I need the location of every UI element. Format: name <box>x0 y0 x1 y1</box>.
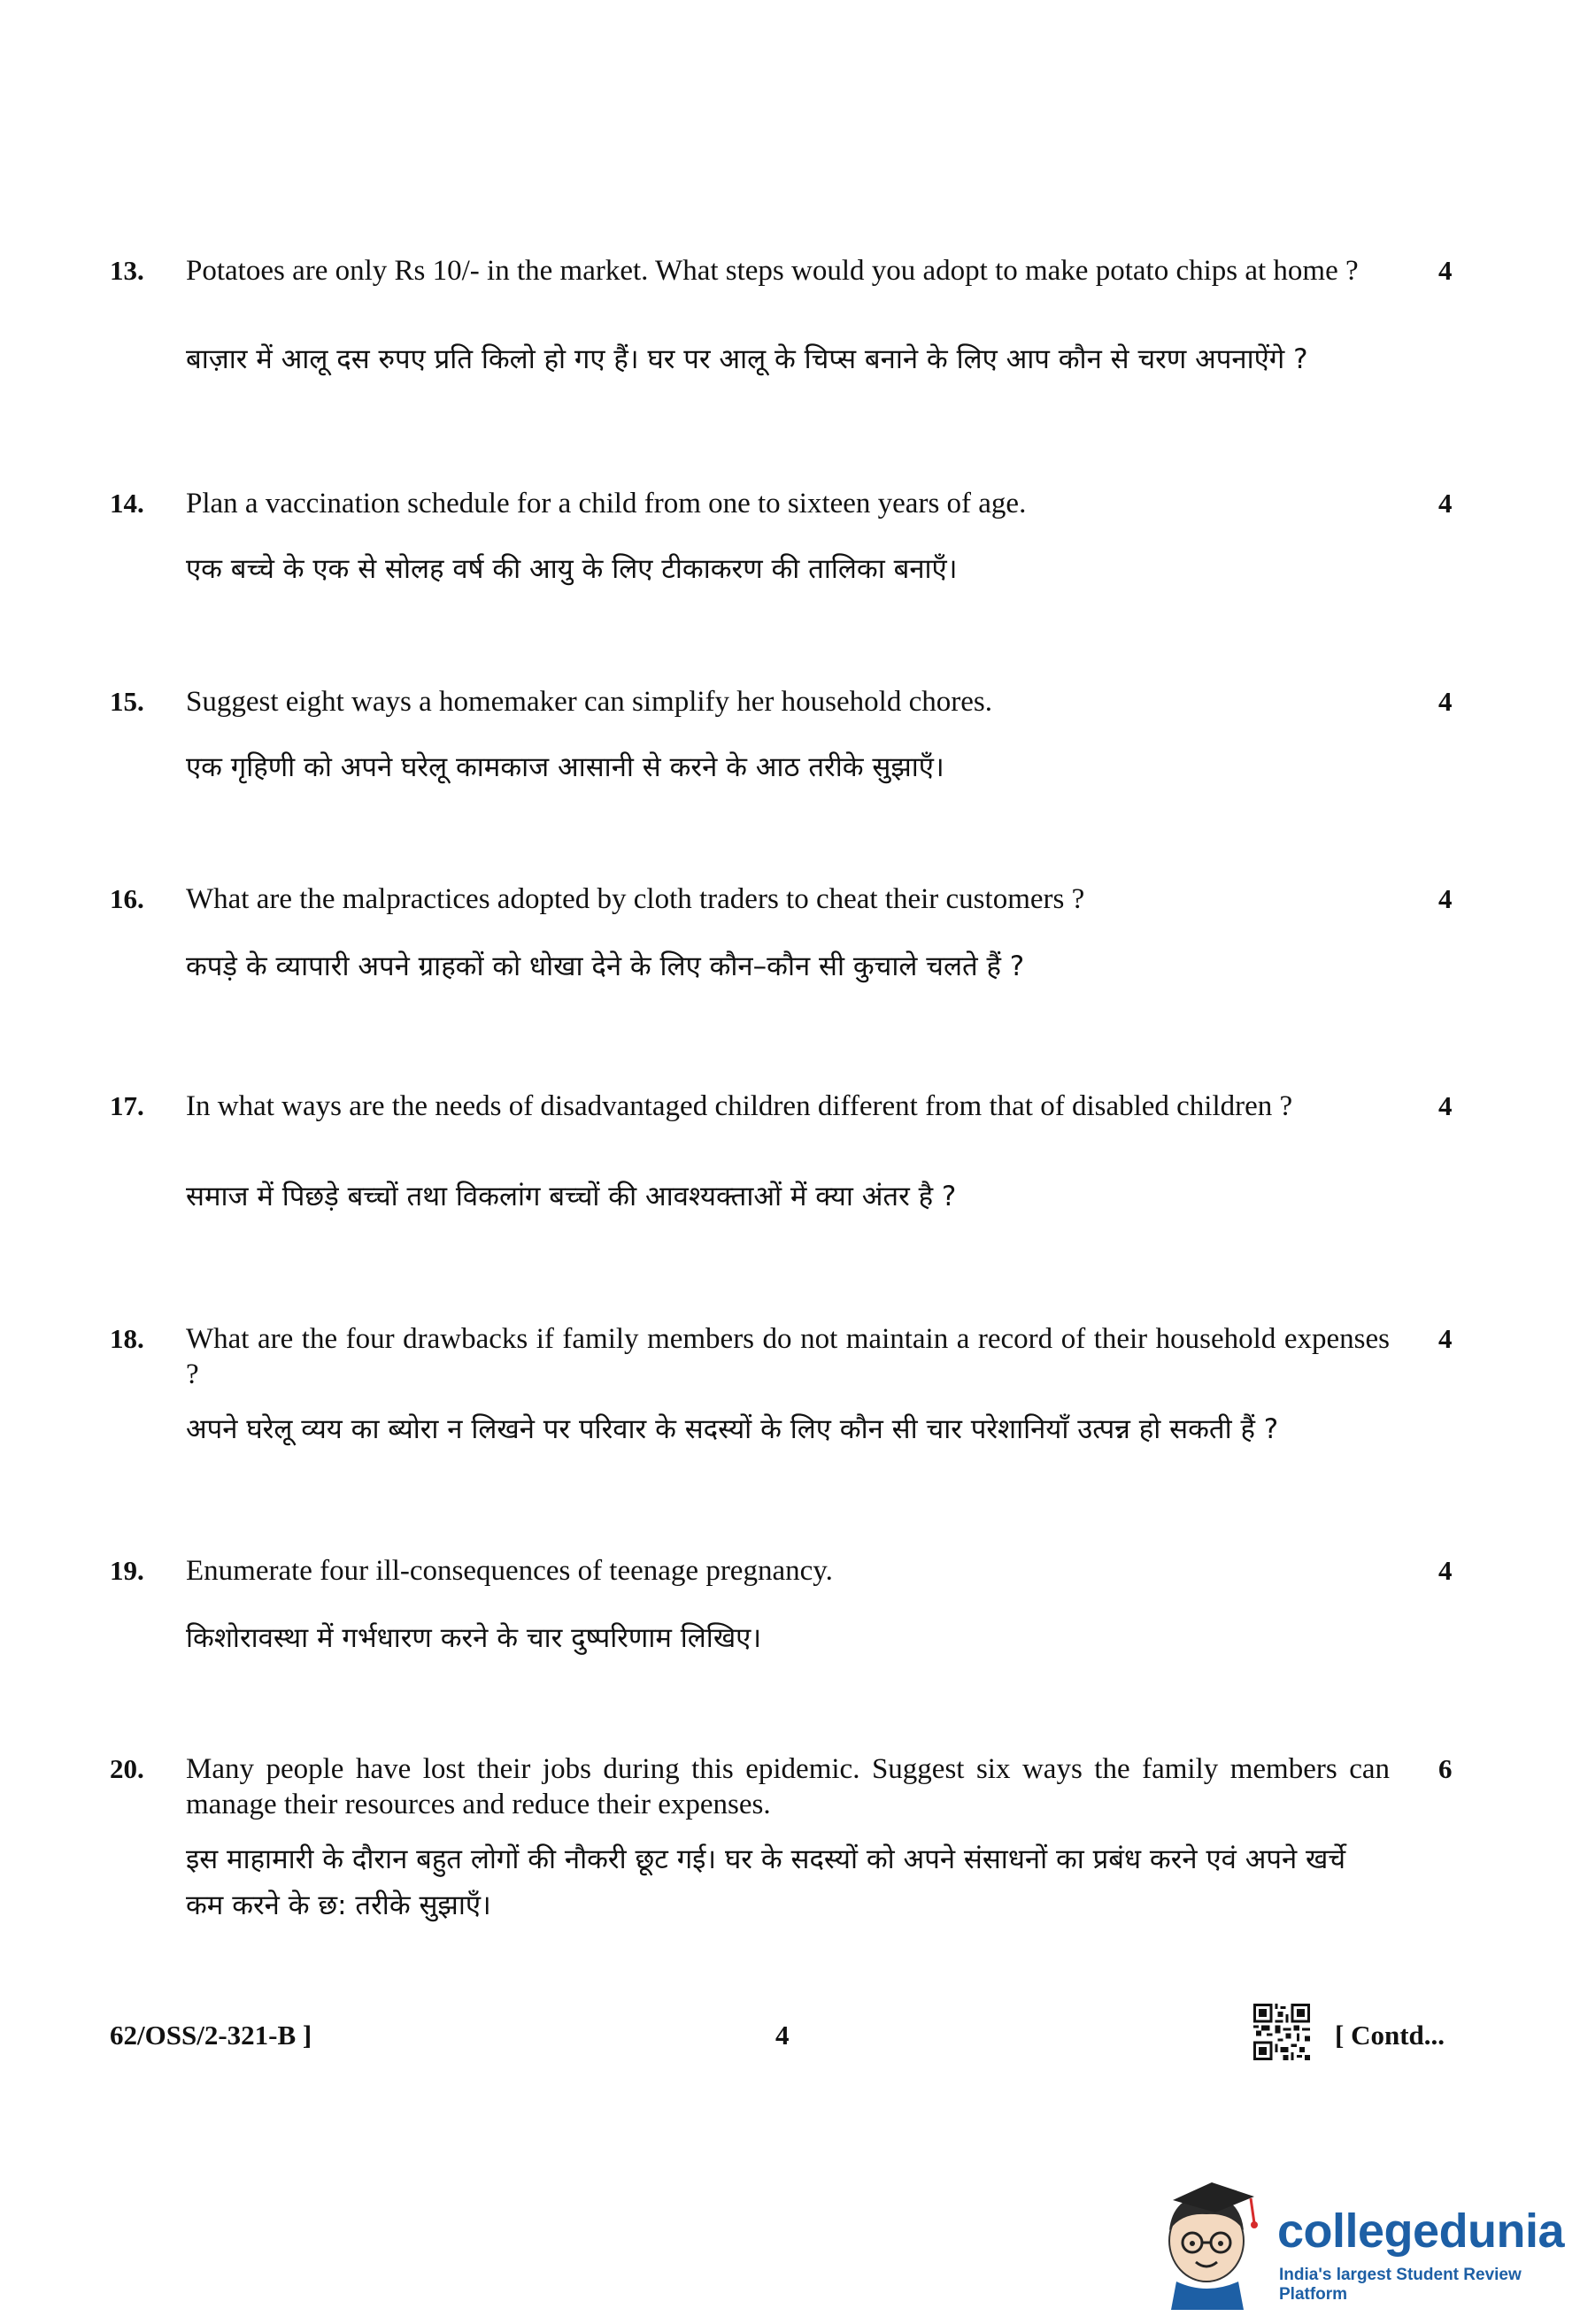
question-text-english: Plan a vaccination schedule for a child from one to sixteen years of age. <box>186 488 1027 519</box>
question-marks: 4 <box>1438 255 1453 286</box>
continued-note: [ Contd... <box>1335 2020 1445 2051</box>
brand-tagline: India's largest Student Review Platform <box>1279 2266 1522 2304</box>
qr-code-icon <box>1253 2004 1310 2060</box>
question-number: 13. <box>110 255 144 286</box>
page-footer <box>0 2018 1580 2062</box>
question-marks: 4 <box>1438 1323 1453 1354</box>
question-text-hindi: एक बच्चे के एक से सोलह वर्ष की आयु के लिए टीकाकरण की तालिका बनाएँ। <box>186 553 958 585</box>
question-number: 20. <box>110 1753 144 1784</box>
question-number: 18. <box>110 1323 144 1354</box>
question-number: 19. <box>110 1555 144 1586</box>
question-marks: 4 <box>1438 488 1453 519</box>
question-marks: 4 <box>1438 686 1453 717</box>
question-marks: 6 <box>1438 1753 1453 1784</box>
question-text-hindi: समाज में पिछड़े बच्चों तथा विकलांग बच्चों की आवश्यक्ताओं में क्या अंतर है ? <box>186 1181 957 1212</box>
mascot-icon <box>1155 2177 1270 2310</box>
question-text-english: Many people have lost their jobs during this epidemic. Suggest six ways the family members can manage their resources and reduce their expenses. <box>186 1753 1390 1820</box>
question-text-english: Potatoes are only Rs 10/- in the market. What steps would you adopt to make potato chips at home ? <box>186 255 1359 287</box>
question-text-hindi: अपने घरेलू व्यय का ब्योरा न लिखने पर परिवार के सदस्यों के लिए कौन सी चार परेशानियाँ उत्पन्न हो सकती हैं ? <box>186 1413 1279 1445</box>
question-text-english: What are the four drawbacks if family members do not maintain a record of their household expenses ? <box>186 1323 1390 1390</box>
question-number: 15. <box>110 686 144 717</box>
brand-name: collegedunia <box>1277 2205 1565 2258</box>
question-text-hindi: कपड़े के व्यापारी अपने ग्राहकों को धोखा देने के लिए कौन–कौन सी कुचाले चलते हैं ? <box>186 950 1025 982</box>
question-text-english: Suggest eight ways a homemaker can simplify her household chores. <box>186 686 992 718</box>
question-text-hindi: एक गृहिणी को अपने घरेलू कामकाज आसानी से करने के आठ तरीके सुझाएँ। <box>186 751 944 783</box>
question-number: 16. <box>110 883 144 914</box>
question-text-english: Enumerate four ill-consequences of teenage pregnancy. <box>186 1555 833 1587</box>
question-number: 17. <box>110 1090 144 1121</box>
question-text-hindi: इस माहामारी के दौरान बहुत लोगों की नौकरी छूट गई। घर के सदस्यों को अपने संसाधनों का प्रबंध करने एवं अपने खर्चे कम करने के छ: तरीके सुझाएँ। <box>186 1843 1346 1921</box>
question-marks: 4 <box>1438 1090 1453 1121</box>
question-text-hindi: किशोरावस्था में गर्भधारण करने के चार दुष्परिणाम लिखिए। <box>186 1622 762 1654</box>
question-text-hindi: बाज़ार में आलू दस रुपए प्रति किलो हो गए हैं। घर पर आलू के चिप्स बनाने के लिए आप कौन से चरण अपनाऐंगे ? <box>186 343 1308 375</box>
question-marks: 4 <box>1438 1555 1453 1586</box>
question-number: 14. <box>110 488 144 519</box>
paper-code: 62/OSS/2-321-B ] <box>110 2020 312 2051</box>
collegedunia-watermark <box>1155 2177 1565 2310</box>
question-text-english: What are the malpractices adopted by cloth traders to cheat their customers ? <box>186 883 1085 915</box>
question-text-english: In what ways are the needs of disadvantaged children different from that of disabled children ? <box>186 1090 1293 1122</box>
page-number: 4 <box>775 2020 790 2051</box>
question-marks: 4 <box>1438 883 1453 914</box>
